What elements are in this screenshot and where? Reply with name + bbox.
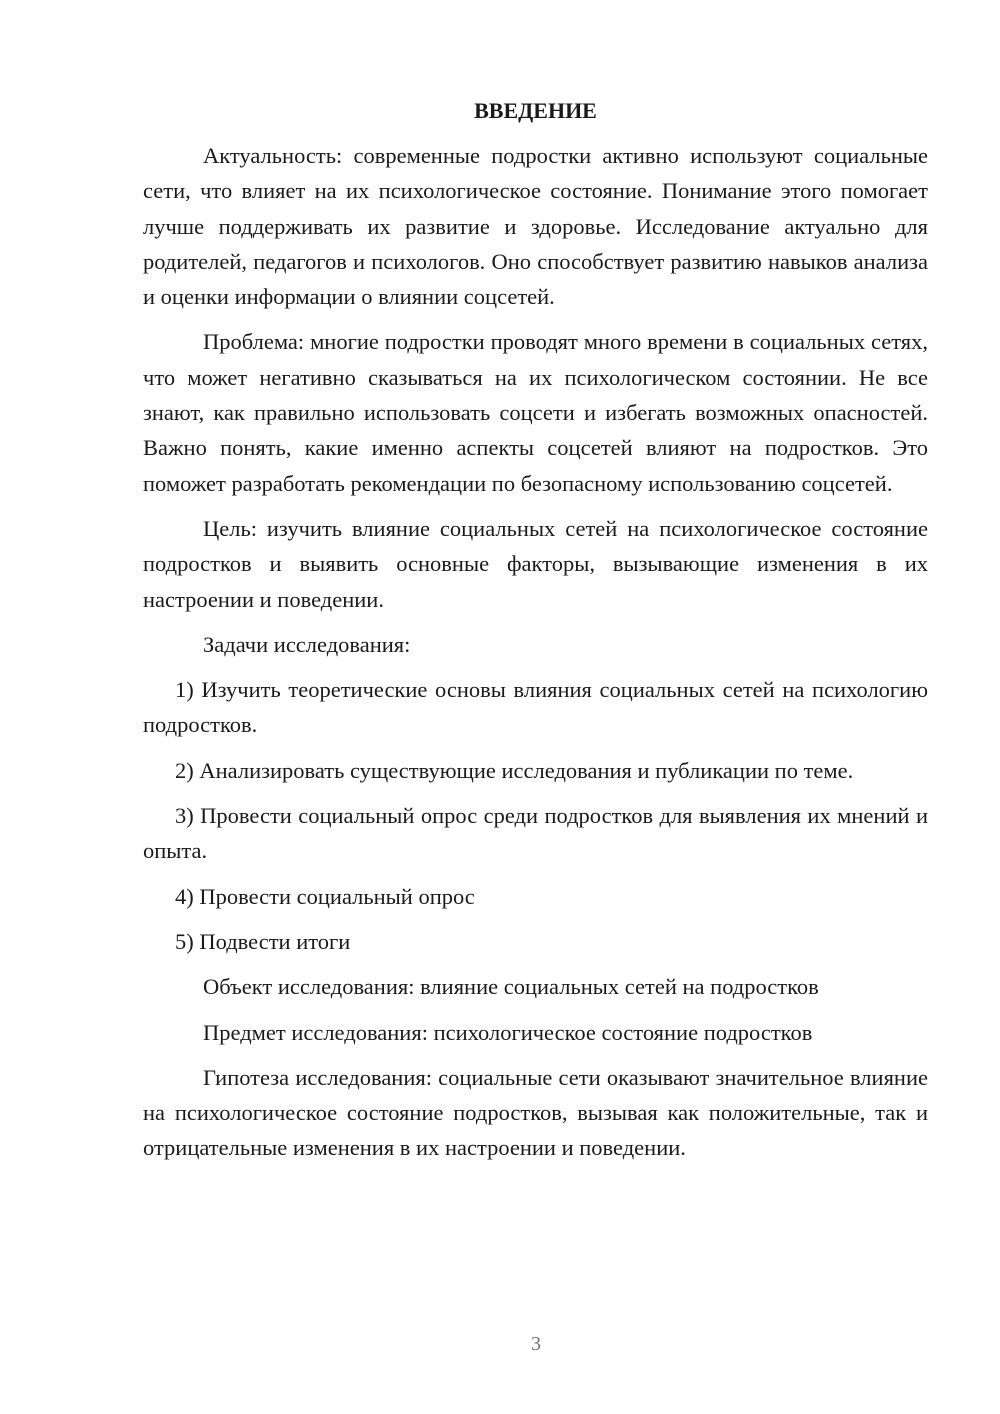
research-subject: Предмет исследования: психологическое состояние подростков bbox=[203, 1019, 813, 1045]
goal-paragraph: Цель: изучить влияние социальных сетей на психологическое состояние подростков и выявить основные факторы, вызывающие изменения в их настроении и поведении. bbox=[143, 515, 928, 612]
task-item-2: 2) Анализировать существующие исследования и публикации по теме. bbox=[175, 757, 854, 783]
task-item-1: 1) Изучить теоретические основы влияния социальных сетей на психологию подростков. bbox=[143, 677, 928, 738]
task-item-4: 4) Провести социальный опрос bbox=[175, 883, 475, 909]
problem-paragraph: Проблема: многие подростки проводят много времени в социальных сетях, что может негативно сказываться на их психологическом состоянии. Не все знают, как правильно использовать соцсети и избегать возможных опасностей. Важно понять, какие именно аспекты соцсетей влияют на подростков. Это поможет разработать рекомендации по безопасному использованию соцсетей. bbox=[143, 329, 928, 496]
research-hypothesis: Гипотеза исследования: социальные сети оказывают значительное влияние на психологическое состояние подростков, вызывая как положительные, так и отрицательные изменения в их настроении и поведении. bbox=[143, 1064, 928, 1161]
page-body bbox=[143, 96, 928, 1176]
task-item-3: 3) Провести социальный опрос среди подростков для выявления их мнений и опыта. bbox=[143, 803, 928, 864]
research-object: Объект исследования: влияние социальных сетей на подростков bbox=[203, 974, 819, 1000]
section-heading: ВВЕДЕНИЕ bbox=[474, 98, 597, 123]
page-number: 3 bbox=[531, 1333, 541, 1355]
relevance-paragraph: Актуальность: современные подростки активно используют социальные сети, что влияет на их психологическое состояние. Понимание этого помогает лучше поддерживать их развитие и здоровье. Исследование актуально для родителей, педагогов и психологов. Оно способствует развитию навыков анализа и оценки информации о влиянии соцсетей. bbox=[143, 143, 928, 310]
task-item-5: 5) Подвести итоги bbox=[175, 928, 351, 954]
tasks-heading: Задачи исследования: bbox=[203, 631, 411, 657]
